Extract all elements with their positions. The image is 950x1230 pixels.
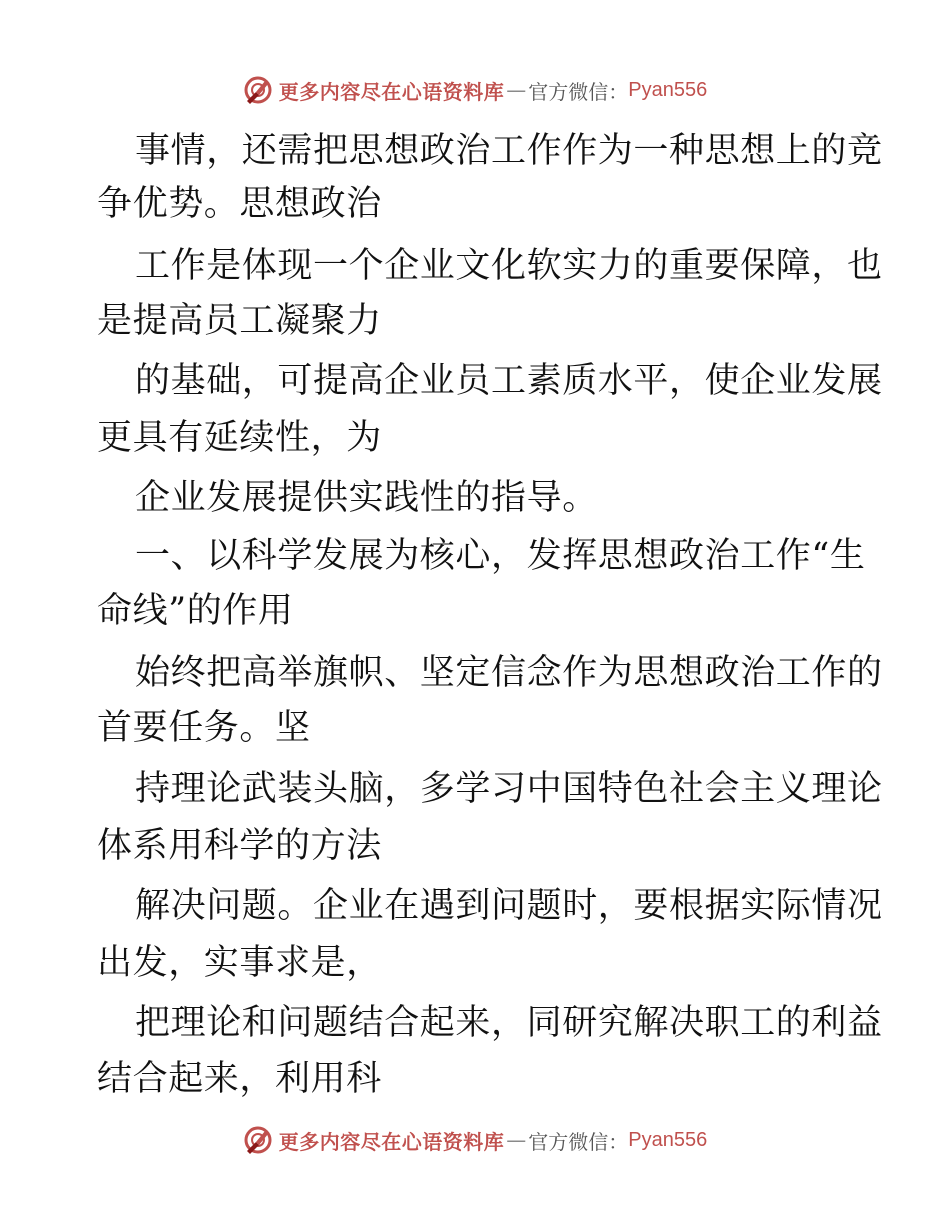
body-line: 始终把高举旗帜、坚定信念作为思想政治工作的: [135, 653, 883, 693]
footer-banner: [0, 1120, 950, 1160]
footer-dash: —: [506, 1128, 527, 1152]
banner-site-text: 更多内容尽在心语资料库: [278, 79, 505, 104]
body-line: 解决问题。企业在遇到问题时，要根据实际情况: [135, 886, 883, 926]
footer-wechat-id: Pyan556: [628, 1128, 708, 1151]
pen-circle-logo-icon: [243, 1125, 273, 1155]
body-line: 首要任务。坚: [97, 708, 311, 748]
body-line: 出发，实事求是，: [97, 943, 382, 983]
footer-official-label: 官方微信：: [528, 1129, 629, 1154]
banner-official-label: 官方微信：: [528, 79, 629, 104]
body-line: 企业发展提供实践性的指导。: [135, 478, 598, 518]
body-line: 把理论和问题结合起来，同研究解决职工的利益: [135, 1003, 883, 1043]
body-line: 争优势。思想政治: [97, 184, 382, 224]
body-line: 持理论武装头脑，多学习中国特色社会主义理论: [135, 769, 883, 809]
body-line: 命线”的作用: [97, 591, 294, 631]
footer-site-text: 更多内容尽在心语资料库: [278, 1129, 505, 1154]
body-line: 的基础，可提高企业员工素质水平，使企业发展: [135, 361, 883, 401]
body-line: 一、以科学发展为核心，发挥思想政治工作“生: [135, 536, 866, 576]
body-line: 结合起来，利用科: [97, 1059, 382, 1099]
body-line: 事情，还需把思想政治工作作为一种思想上的竞: [135, 131, 883, 171]
body-line: 体系用科学的方法: [97, 826, 382, 866]
body-line: 工作是体现一个企业文化软实力的重要保障，也: [135, 246, 883, 286]
banner-wechat-id: Pyan556: [628, 78, 708, 101]
body-line: 更具有延续性，为: [97, 418, 382, 458]
pen-circle-logo-icon: [243, 75, 273, 105]
header-banner: [0, 70, 950, 110]
body-line: 是提高员工凝聚力: [97, 301, 382, 341]
banner-dash: —: [506, 78, 527, 102]
